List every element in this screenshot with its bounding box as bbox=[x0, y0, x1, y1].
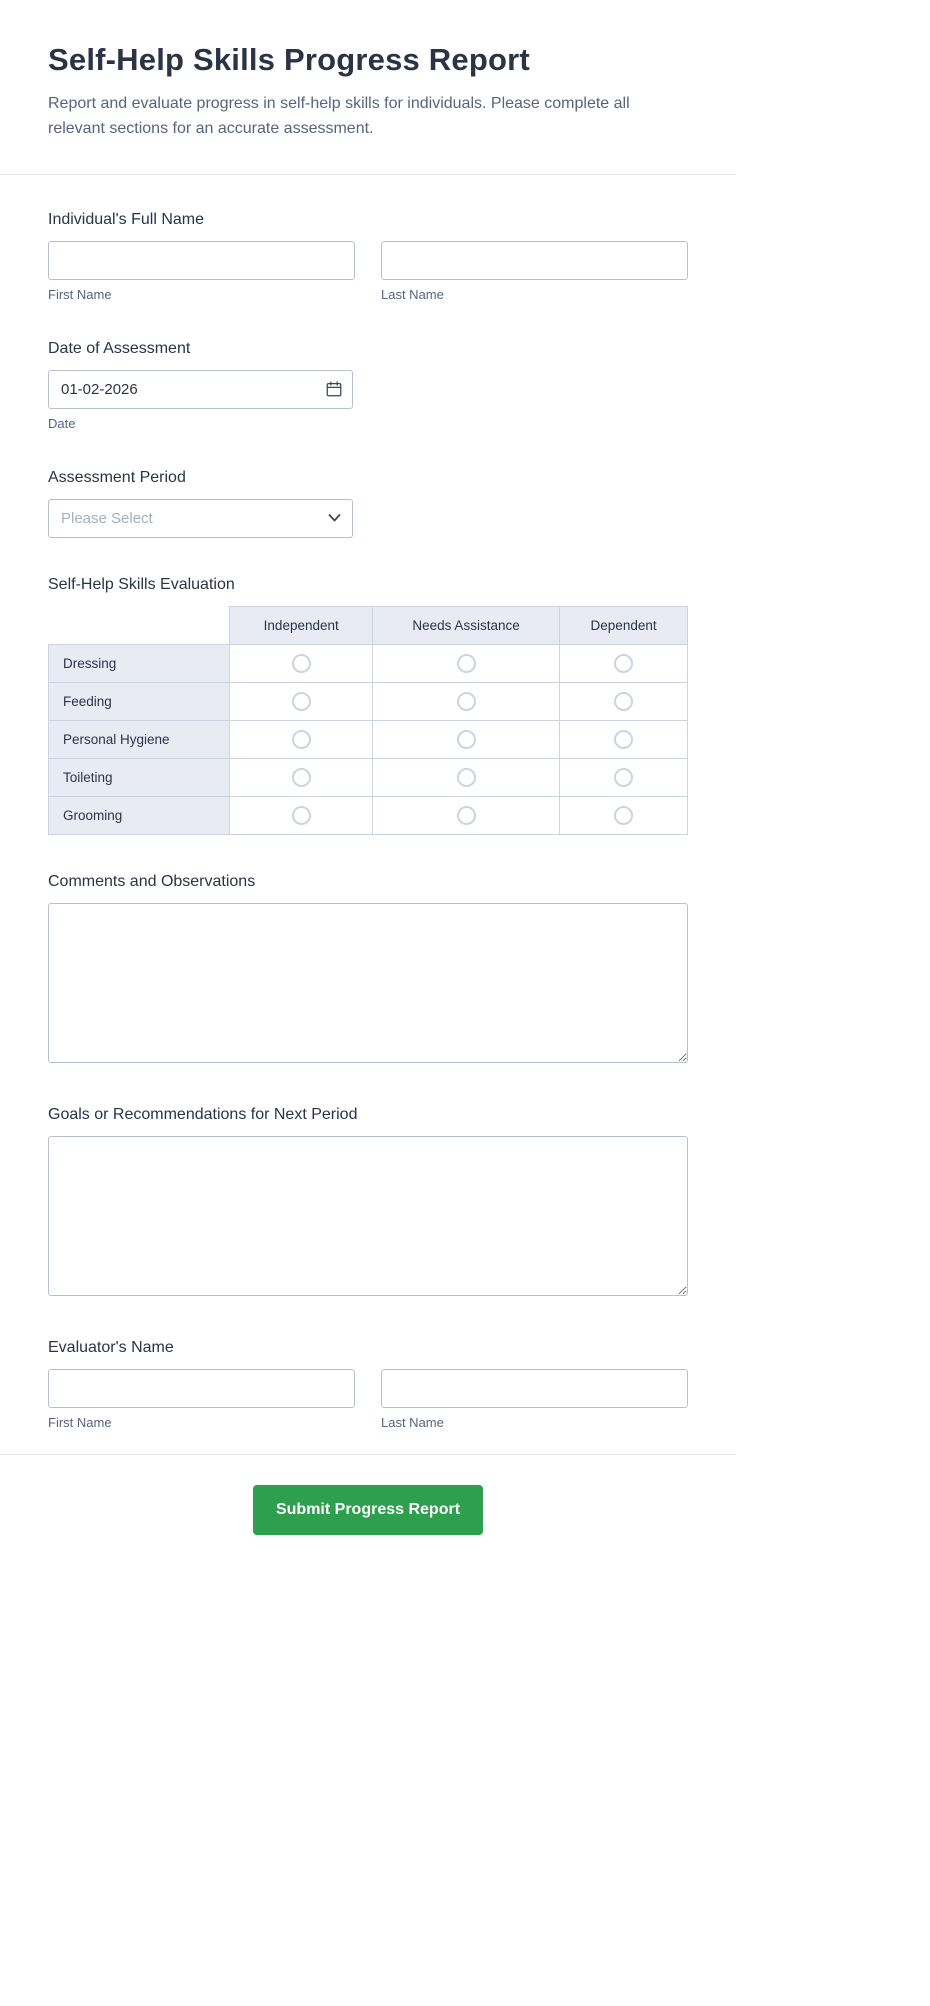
evaluator-first-name-column bbox=[48, 1369, 355, 1430]
date-input[interactable] bbox=[48, 370, 353, 409]
matrix-radio[interactable] bbox=[614, 730, 633, 749]
matrix-row bbox=[49, 720, 688, 758]
evaluator-first-name-sublabel: First Name bbox=[48, 1414, 112, 1430]
matrix-radio[interactable] bbox=[292, 730, 311, 749]
matrix-column-header: Dependent bbox=[560, 606, 688, 644]
date-sublabel: Date bbox=[48, 415, 76, 431]
evaluator-last-name-input[interactable] bbox=[381, 1369, 688, 1408]
evaluator-last-name-sublabel: Last Name bbox=[381, 1414, 444, 1430]
individual-last-name-input[interactable] bbox=[381, 241, 688, 280]
matrix-cell bbox=[560, 720, 688, 758]
first-name-column bbox=[48, 241, 355, 302]
matrix-cell bbox=[372, 644, 559, 682]
matrix-radio[interactable] bbox=[457, 768, 476, 787]
evaluator-name-columns bbox=[48, 1369, 688, 1430]
skills-matrix-table bbox=[48, 606, 688, 835]
assessment-period-label: Assessment Period bbox=[48, 468, 186, 486]
individual-name-label: Individual's Full Name bbox=[48, 210, 205, 228]
matrix-row bbox=[49, 758, 688, 796]
matrix-radio[interactable] bbox=[292, 768, 311, 787]
matrix-cell bbox=[372, 720, 559, 758]
assessment-date-label: Date of Assessment bbox=[48, 339, 191, 357]
goals-textarea[interactable] bbox=[48, 1136, 688, 1296]
form-title: Self-Help Skills Progress Report bbox=[48, 42, 530, 77]
matrix-cell bbox=[372, 758, 559, 796]
submit-button[interactable]: Submit Progress Report bbox=[253, 1485, 483, 1535]
matrix-radio[interactable] bbox=[457, 654, 476, 673]
matrix-row bbox=[49, 644, 688, 682]
skills-matrix-label: Self-Help Skills Evaluation bbox=[48, 575, 235, 593]
comments-textarea[interactable] bbox=[48, 903, 688, 1063]
matrix-row-label: Personal Hygiene bbox=[49, 720, 230, 758]
matrix-column-header: Independent bbox=[230, 606, 372, 644]
matrix-cell bbox=[560, 796, 688, 834]
matrix-column-header: Needs Assistance bbox=[372, 606, 559, 644]
calendar-icon[interactable] bbox=[325, 380, 343, 398]
matrix-cell bbox=[372, 796, 559, 834]
matrix-radio[interactable] bbox=[457, 692, 476, 711]
matrix-corner-cell bbox=[49, 606, 230, 644]
first-name-sublabel: First Name bbox=[48, 286, 112, 302]
matrix-row-label: Dressing bbox=[49, 644, 230, 682]
assessment-period-select[interactable] bbox=[48, 499, 353, 538]
individual-first-name-input[interactable] bbox=[48, 241, 355, 280]
evaluator-name-label: Evaluator's Name bbox=[48, 1338, 174, 1356]
comments-label: Comments and Observations bbox=[48, 872, 256, 890]
field-individual-name bbox=[48, 211, 688, 302]
date-input-wrap bbox=[48, 370, 353, 409]
matrix-radio[interactable] bbox=[614, 692, 633, 711]
matrix-cell bbox=[230, 720, 372, 758]
matrix-row-label: Feeding bbox=[49, 682, 230, 720]
matrix-cell bbox=[230, 644, 372, 682]
last-name-column bbox=[381, 241, 688, 302]
matrix-cell bbox=[230, 682, 372, 720]
matrix-row-label: Grooming bbox=[49, 796, 230, 834]
matrix-cell bbox=[230, 796, 372, 834]
period-select-wrap bbox=[48, 499, 353, 538]
matrix-cell bbox=[372, 682, 559, 720]
goals-label: Goals or Recommendations for Next Period bbox=[48, 1105, 358, 1123]
matrix-cell bbox=[560, 758, 688, 796]
matrix-radio[interactable] bbox=[457, 806, 476, 825]
matrix-radio[interactable] bbox=[457, 730, 476, 749]
name-columns bbox=[48, 241, 688, 302]
matrix-row bbox=[49, 796, 688, 834]
matrix-header-row bbox=[49, 606, 688, 644]
matrix-cell bbox=[560, 682, 688, 720]
matrix-row bbox=[49, 682, 688, 720]
matrix-radio[interactable] bbox=[614, 654, 633, 673]
form-body bbox=[0, 175, 736, 1454]
evaluator-first-name-input[interactable] bbox=[48, 1369, 355, 1408]
matrix-radio[interactable] bbox=[292, 806, 311, 825]
field-assessment-period bbox=[48, 469, 688, 538]
field-skills-matrix bbox=[48, 576, 688, 835]
submit-section bbox=[0, 1454, 736, 1571]
matrix-radio[interactable] bbox=[614, 806, 633, 825]
matrix-row-label: Toileting bbox=[49, 758, 230, 796]
matrix-radio[interactable] bbox=[292, 654, 311, 673]
field-assessment-date bbox=[48, 340, 688, 431]
field-goals bbox=[48, 1106, 688, 1301]
matrix-radio[interactable] bbox=[614, 768, 633, 787]
matrix-radio[interactable] bbox=[292, 692, 311, 711]
evaluator-last-name-column bbox=[381, 1369, 688, 1430]
last-name-sublabel: Last Name bbox=[381, 286, 444, 302]
form-header bbox=[0, 0, 736, 142]
field-evaluator-name bbox=[48, 1339, 688, 1430]
field-comments bbox=[48, 873, 688, 1068]
matrix-cell bbox=[560, 644, 688, 682]
matrix-cell bbox=[230, 758, 372, 796]
form-subtitle: Report and evaluate progress in self-help skills for individuals. Please complete all relevant sections for an accurate assessment. bbox=[48, 95, 630, 137]
